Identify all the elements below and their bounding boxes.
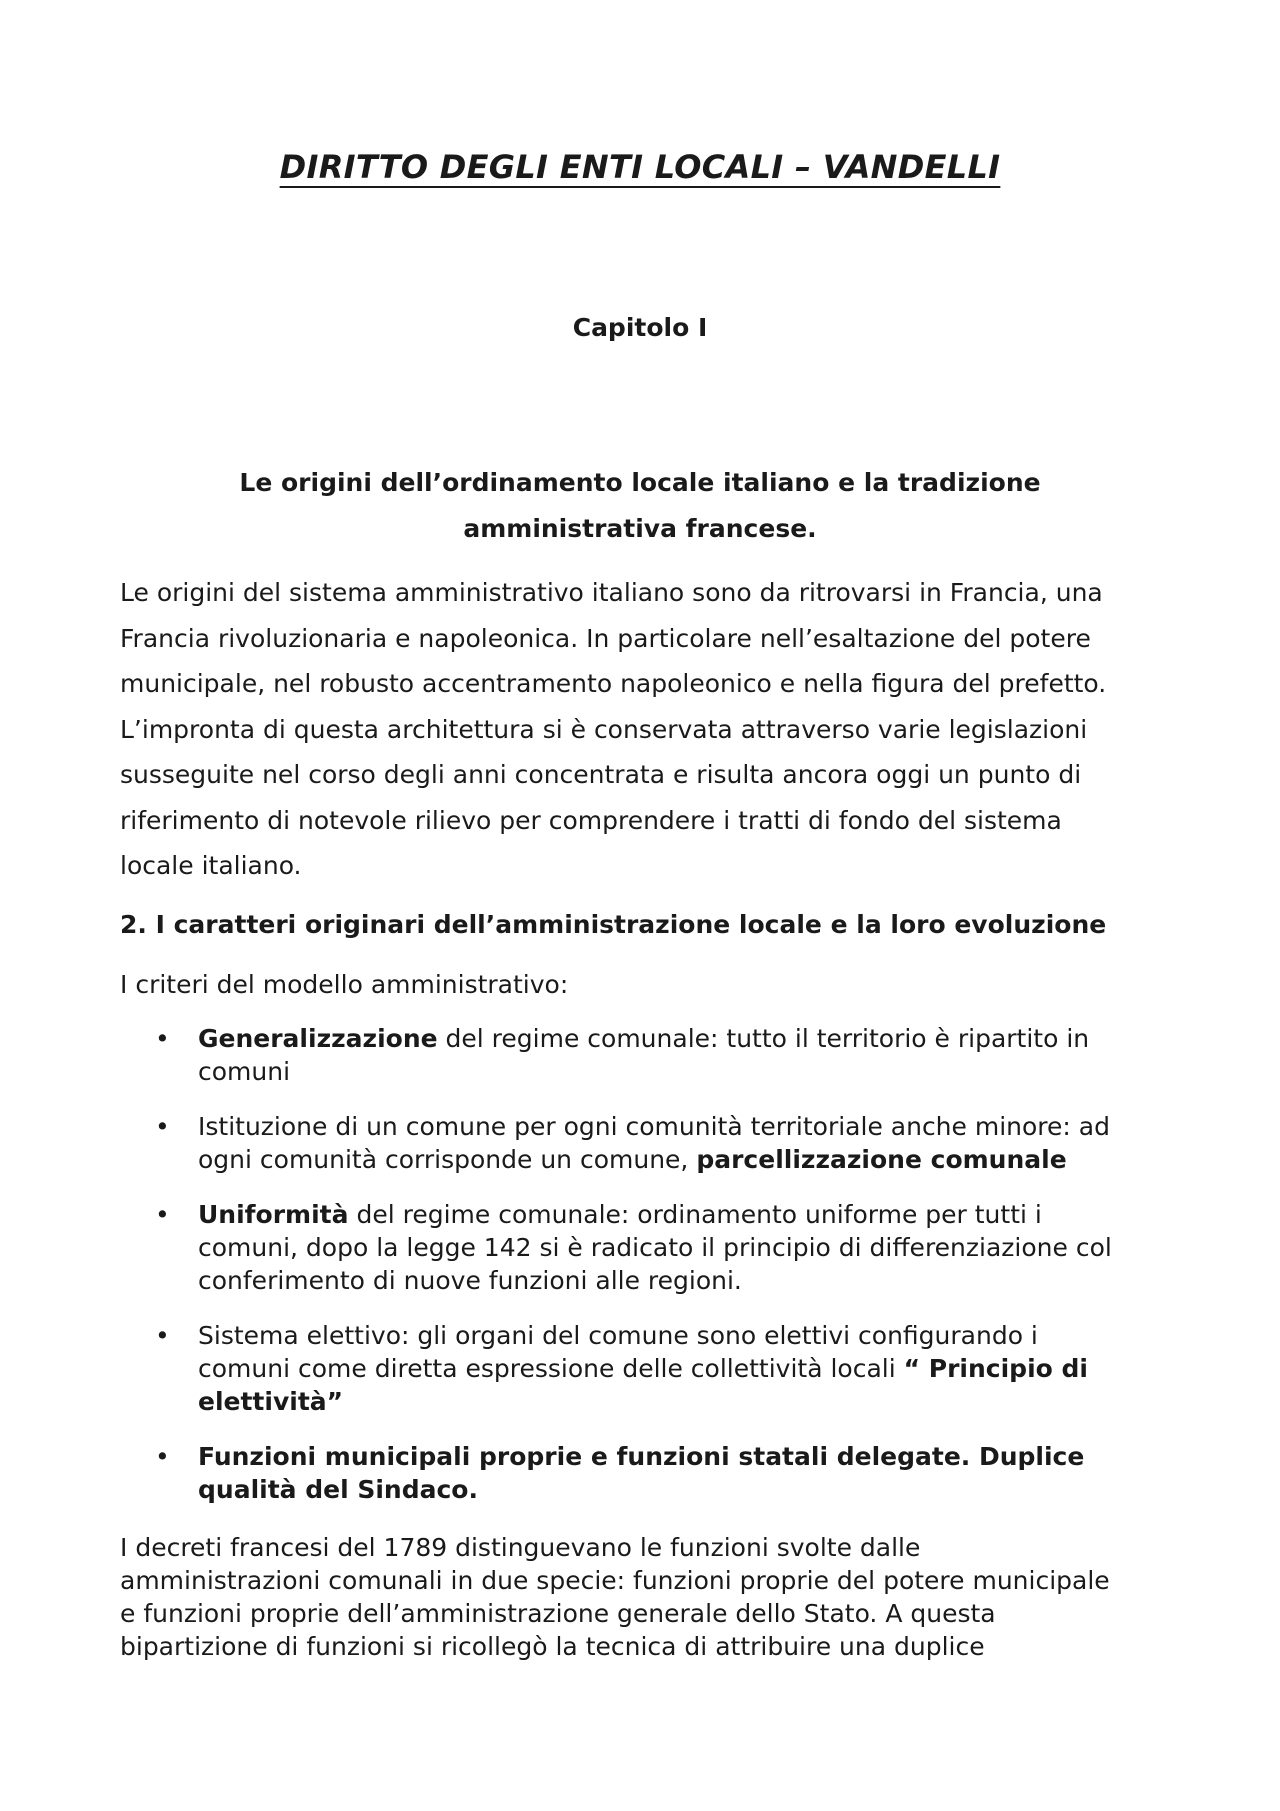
- subtitle-line: Le origini dell’ordinamento locale italiano e la tradizione: [239, 468, 1041, 497]
- text: ogni comunità corrisponde un comune,: [198, 1145, 697, 1174]
- text: Istituzione di un comune per ogni comunità territoriale anche minore: ad: [198, 1112, 1110, 1141]
- paragraph-line: locale italiano.: [120, 851, 302, 880]
- paragraph-line: bipartizione di funzioni si ricollegò la tecnica di attribuire una duplice: [120, 1632, 985, 1661]
- list-item-line: [198, 1143, 1160, 1176]
- bullet-icon: •: [155, 1024, 170, 1053]
- list-item-line: [198, 1231, 1160, 1264]
- paragraph-line: amministrazioni comunali in due specie: funzioni proprie del potere municipale: [120, 1566, 1110, 1595]
- text: comuni, dopo la legge 142 si è radicato il principio di differenziazione col: [198, 1233, 1112, 1262]
- list-item-line: [198, 1352, 1160, 1385]
- text: Sistema elettivo: gli organi del comune sono elettivi configurando i: [198, 1321, 1038, 1350]
- list-item-line: [198, 1440, 1160, 1473]
- criteria-list-item: [155, 1022, 1160, 1088]
- text: del regime comunale: tutto il territorio è ripartito in: [437, 1024, 1090, 1053]
- list-item-line: [198, 1055, 1160, 1088]
- criteria-intro: I criteri del modello amministrativo:: [120, 970, 569, 999]
- list-item-line: [198, 1022, 1160, 1055]
- list-item-line: [198, 1385, 1160, 1418]
- bullet-icon: •: [155, 1321, 170, 1350]
- bold-text: Funzioni municipali proprie e funzioni statali delegate. Duplice: [198, 1442, 1085, 1471]
- list-item-line: [198, 1198, 1160, 1231]
- paragraph-line: e funzioni proprie dell’amministrazione generale dello Stato. A questa: [120, 1599, 996, 1628]
- text: comuni: [198, 1057, 291, 1086]
- criteria-list-item: [155, 1440, 1160, 1506]
- bullet-icon: •: [155, 1200, 170, 1229]
- chapter-heading: Capitolo I: [572, 313, 708, 342]
- criteria-list-item: [155, 1319, 1160, 1418]
- paragraph-line: riferimento di notevole rilievo per comprendere i tratti di fondo del sistema: [120, 805, 1062, 835]
- list-item-line: [198, 1110, 1160, 1143]
- criteria-list-item: [155, 1198, 1160, 1297]
- section-heading: 2. I caratteri originari dell’amministrazione locale e la loro evoluzione: [120, 910, 1107, 939]
- paragraph-line: Francia rivoluzionaria e napoleonica. In particolare nell’esaltazione del potere: [120, 623, 1091, 653]
- chapter-subtitle: [180, 460, 1100, 552]
- bold-text: elettività”: [198, 1387, 344, 1416]
- list-item-line: [198, 1319, 1160, 1352]
- bold-text: Generalizzazione: [198, 1024, 438, 1053]
- decrees-paragraph: [120, 1531, 1180, 1663]
- paragraph-line: municipale, nel robusto accentramento napoleonico e nella figura del prefetto.: [120, 669, 1107, 698]
- bold-text: “ Principio di: [903, 1354, 1088, 1383]
- bullet-icon: •: [155, 1112, 170, 1141]
- bold-text: Uniformità: [198, 1200, 349, 1229]
- bullet-icon: •: [155, 1442, 170, 1471]
- text: del regime comunale: ordinamento uniforme per tutti i: [348, 1200, 1042, 1229]
- paragraph-line: I decreti francesi del 1789 distinguevano le funzioni svolte dalle: [120, 1533, 921, 1562]
- paragraph-line: L’impronta di questa architettura si è conservata attraverso varie legislazioni: [120, 714, 1088, 744]
- paragraph-line: Le origini del sistema amministrativo italiano sono da ritrovarsi in Francia, una: [120, 578, 1103, 607]
- paragraph-line: susseguite nel corso degli anni concentrata e risulta ancora oggi un punto di: [120, 760, 1082, 789]
- text: conferimento di nuove funzioni alle regioni.: [198, 1266, 742, 1295]
- list-item-line: [198, 1473, 1160, 1506]
- document-title: [0, 148, 1280, 186]
- subtitle-line: amministrativa francese.: [463, 514, 817, 543]
- bold-text: qualità del Sindaco.: [198, 1475, 478, 1504]
- criteria-list: [155, 1022, 1160, 1528]
- criteria-list-item: [155, 1110, 1160, 1176]
- bold-text: parcellizzazione comunale: [696, 1145, 1067, 1174]
- text: comuni come diretta espressione delle collettività locali: [198, 1354, 904, 1383]
- intro-paragraph: [120, 570, 1170, 889]
- document-title-text: DIRITTO DEGLI ENTI LOCALI – VANDELLI: [279, 148, 1001, 186]
- list-item-line: [198, 1264, 1160, 1297]
